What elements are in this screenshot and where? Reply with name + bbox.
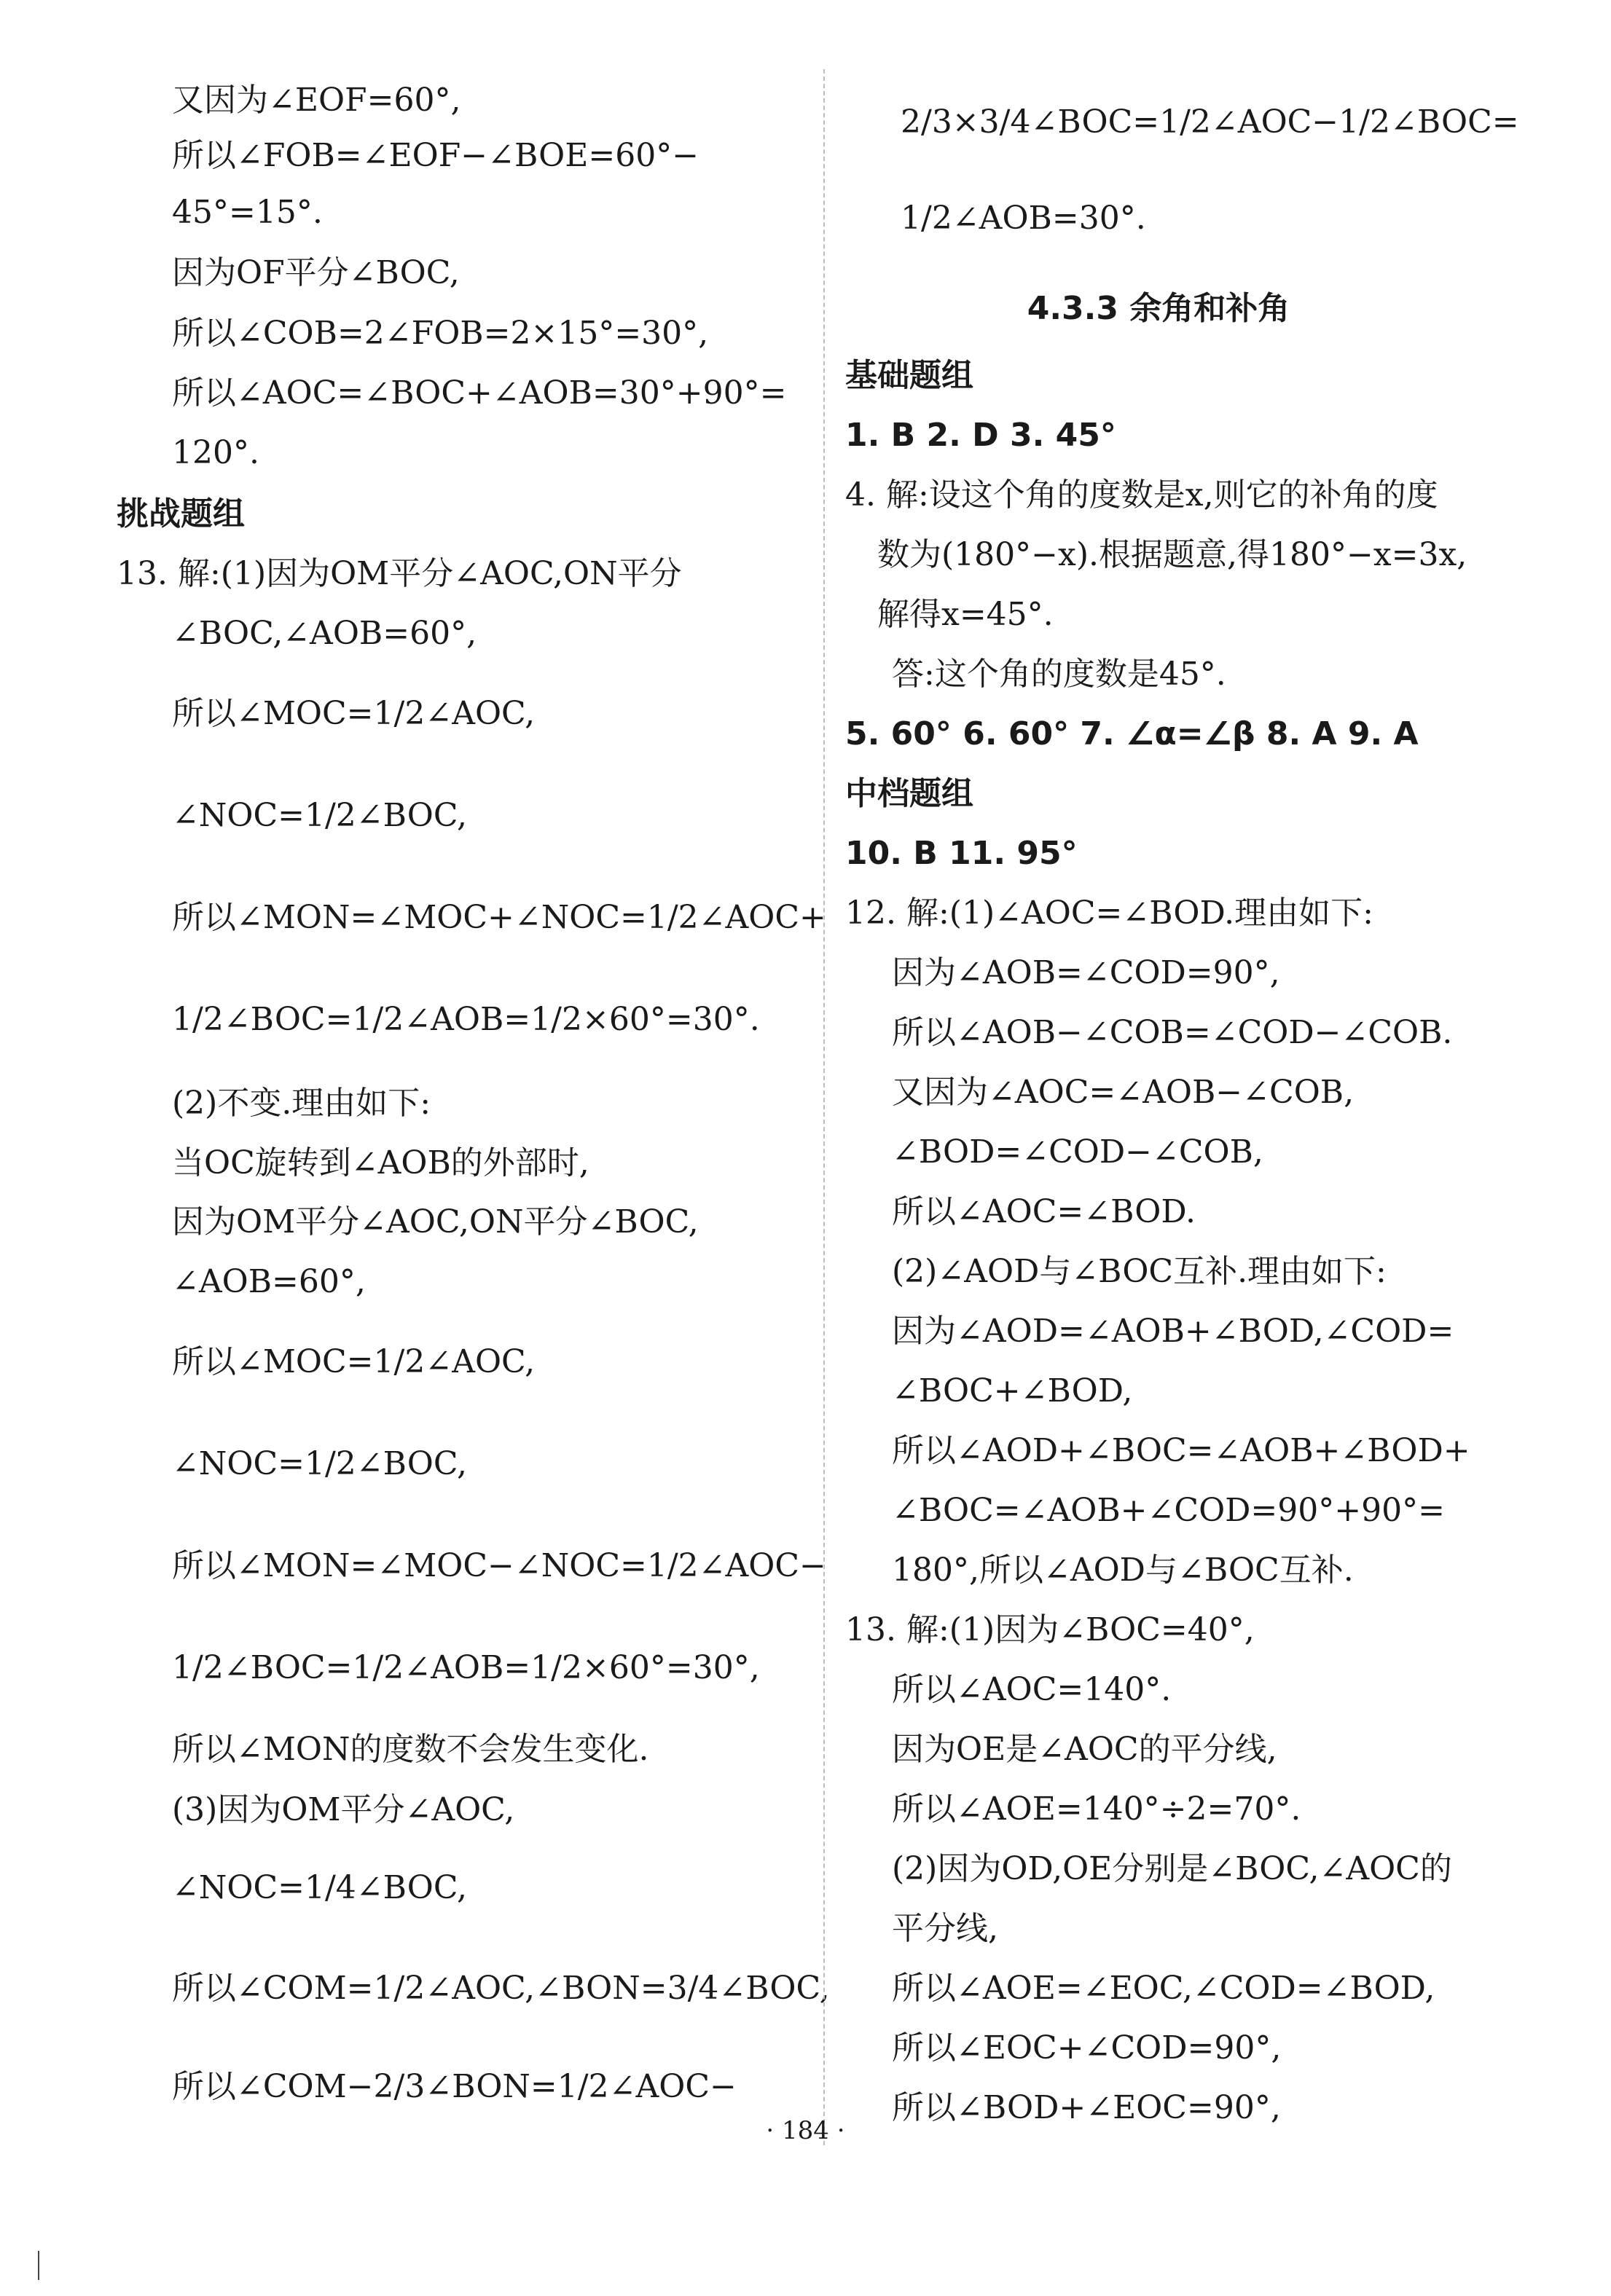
text-line: 1/2∠AOB=30°. [901, 200, 1146, 237]
text-line: ∠BOC+∠BOD, [892, 1372, 1133, 1410]
page-number: · 184 · [766, 2116, 845, 2145]
text-line: 180°,所以∠AOD与∠BOC互补. [892, 1552, 1354, 1589]
text-line: 因为OF平分∠BOC, [172, 254, 460, 291]
text-line: 1/2∠BOC=1/2∠AOB=1/2×60°=30°. [172, 1001, 760, 1038]
answer-line: 5. 60° 6. 60° 7. ∠α=∠β 8. A 9. A [845, 715, 1419, 752]
text-line: 所以∠EOC+∠COD=90°, [892, 2029, 1282, 2067]
text-line: 所以∠AOD+∠BOC=∠AOB+∠BOD+ [892, 1432, 1470, 1469]
text-line: 2/3×3/4∠BOC=1/2∠AOC−1/2∠BOC= [901, 103, 1519, 141]
section-heading: 挑战题组 [117, 495, 245, 532]
text-line: 所以∠COM=1/2∠AOC,∠BON=3/4∠BOC, [172, 1970, 830, 2007]
text-line: 4. 解:设这个角的度数是x,则它的补角的度 [845, 476, 1438, 514]
text-line: 解得x=45°. [877, 596, 1054, 633]
text-line: 因为OM平分∠AOC,ON平分∠BOC, [172, 1203, 699, 1241]
text-line: (2)因为OD,OE分别是∠BOC,∠AOC的 [892, 1850, 1452, 1887]
text-line: (2)∠AOD与∠BOC互补.理由如下: [892, 1253, 1387, 1290]
text-line: ∠BOD=∠COD−∠COB, [892, 1133, 1263, 1171]
section-title: 4.3.3 余角和补角 [1027, 290, 1290, 327]
text-line: 所以∠AOB−∠COB=∠COD−∠COB. [892, 1014, 1453, 1051]
text-line: (2)不变.理由如下: [172, 1085, 431, 1122]
text-line: 所以∠MON=∠MOC−∠NOC=1/2∠AOC− [172, 1547, 826, 1584]
text-line: 因为∠AOD=∠AOB+∠BOD,∠COD= [892, 1313, 1454, 1350]
text-line: ∠BOC,∠AOB=60°, [172, 615, 477, 652]
column-divider [823, 69, 825, 2145]
text-line: 120°. [172, 434, 259, 471]
answer-line: 1. B 2. D 3. 45° [845, 417, 1116, 454]
text-line: 所以∠MOC=1/2∠AOC, [172, 1343, 536, 1380]
text-line: 所以∠MON=∠MOC+∠NOC=1/2∠AOC+ [172, 899, 826, 936]
text-line: 平分线, [892, 1910, 998, 1947]
text-line: 所以∠AOE=∠EOC,∠COD=∠BOD, [892, 1970, 1435, 2007]
text-line: 数为(180°−x).根据题意,得180°−x=3x, [877, 536, 1467, 573]
text-line: 所以∠AOE=140°÷2=70°. [892, 1790, 1301, 1828]
crop-mark [38, 2251, 39, 2280]
text-line: 所以∠COB=2∠FOB=2×15°=30°, [172, 315, 709, 352]
text-line: 12. 解:(1)∠AOC=∠BOD.理由如下: [845, 895, 1373, 932]
text-line: 所以∠MON的度数不会发生变化. [172, 1731, 649, 1768]
text-line: 1/2∠BOC=1/2∠AOB=1/2×60°=30°, [172, 1649, 760, 1686]
text-line: (3)因为OM平分∠AOC, [172, 1791, 515, 1828]
text-line: 所以∠COM−2/3∠BON=1/2∠AOC− [172, 2068, 737, 2105]
section-heading: 基础题组 [845, 357, 973, 394]
text-line: 所以∠FOB=∠EOF−∠BOE=60°− [172, 137, 699, 174]
answer-line: 10. B 11. 95° [845, 835, 1078, 872]
text-line: 所以∠AOC=140°. [892, 1671, 1172, 1708]
text-line: 所以∠MOC=1/2∠AOC, [172, 695, 536, 732]
text-line: 因为OE是∠AOC的平分线, [892, 1731, 1277, 1768]
text-line: ∠NOC=1/2∠BOC, [172, 1445, 467, 1482]
text-line: 答:这个角的度数是45°. [892, 656, 1226, 693]
text-line: 因为∠AOB=∠COD=90°, [892, 954, 1280, 991]
text-line: ∠NOC=1/2∠BOC, [172, 797, 467, 834]
text-line: ∠NOC=1/4∠BOC, [172, 1869, 467, 1906]
text-line: 所以∠AOC=∠BOC+∠AOB=30°+90°= [172, 374, 787, 412]
text-line: 又因为∠EOF=60°, [172, 82, 461, 119]
text-line: 又因为∠AOC=∠AOB−∠COB, [892, 1074, 1355, 1111]
text-line: 45°=15°. [172, 194, 323, 231]
text-line: ∠AOB=60°, [172, 1263, 366, 1300]
text-line: 所以∠AOC=∠BOD. [892, 1193, 1196, 1230]
text-line: 13. 解:(1)因为∠BOC=40°, [845, 1611, 1255, 1648]
text-line: ∠BOC=∠AOB+∠COD=90°+90°= [892, 1492, 1445, 1529]
text-line: 当OC旋转到∠AOB的外部时, [172, 1144, 589, 1182]
text-line: 所以∠BOD+∠EOC=90°, [892, 2089, 1281, 2126]
text-line: 13. 解:(1)因为OM平分∠AOC,ON平分 [117, 555, 682, 592]
section-heading: 中档题组 [845, 775, 973, 812]
